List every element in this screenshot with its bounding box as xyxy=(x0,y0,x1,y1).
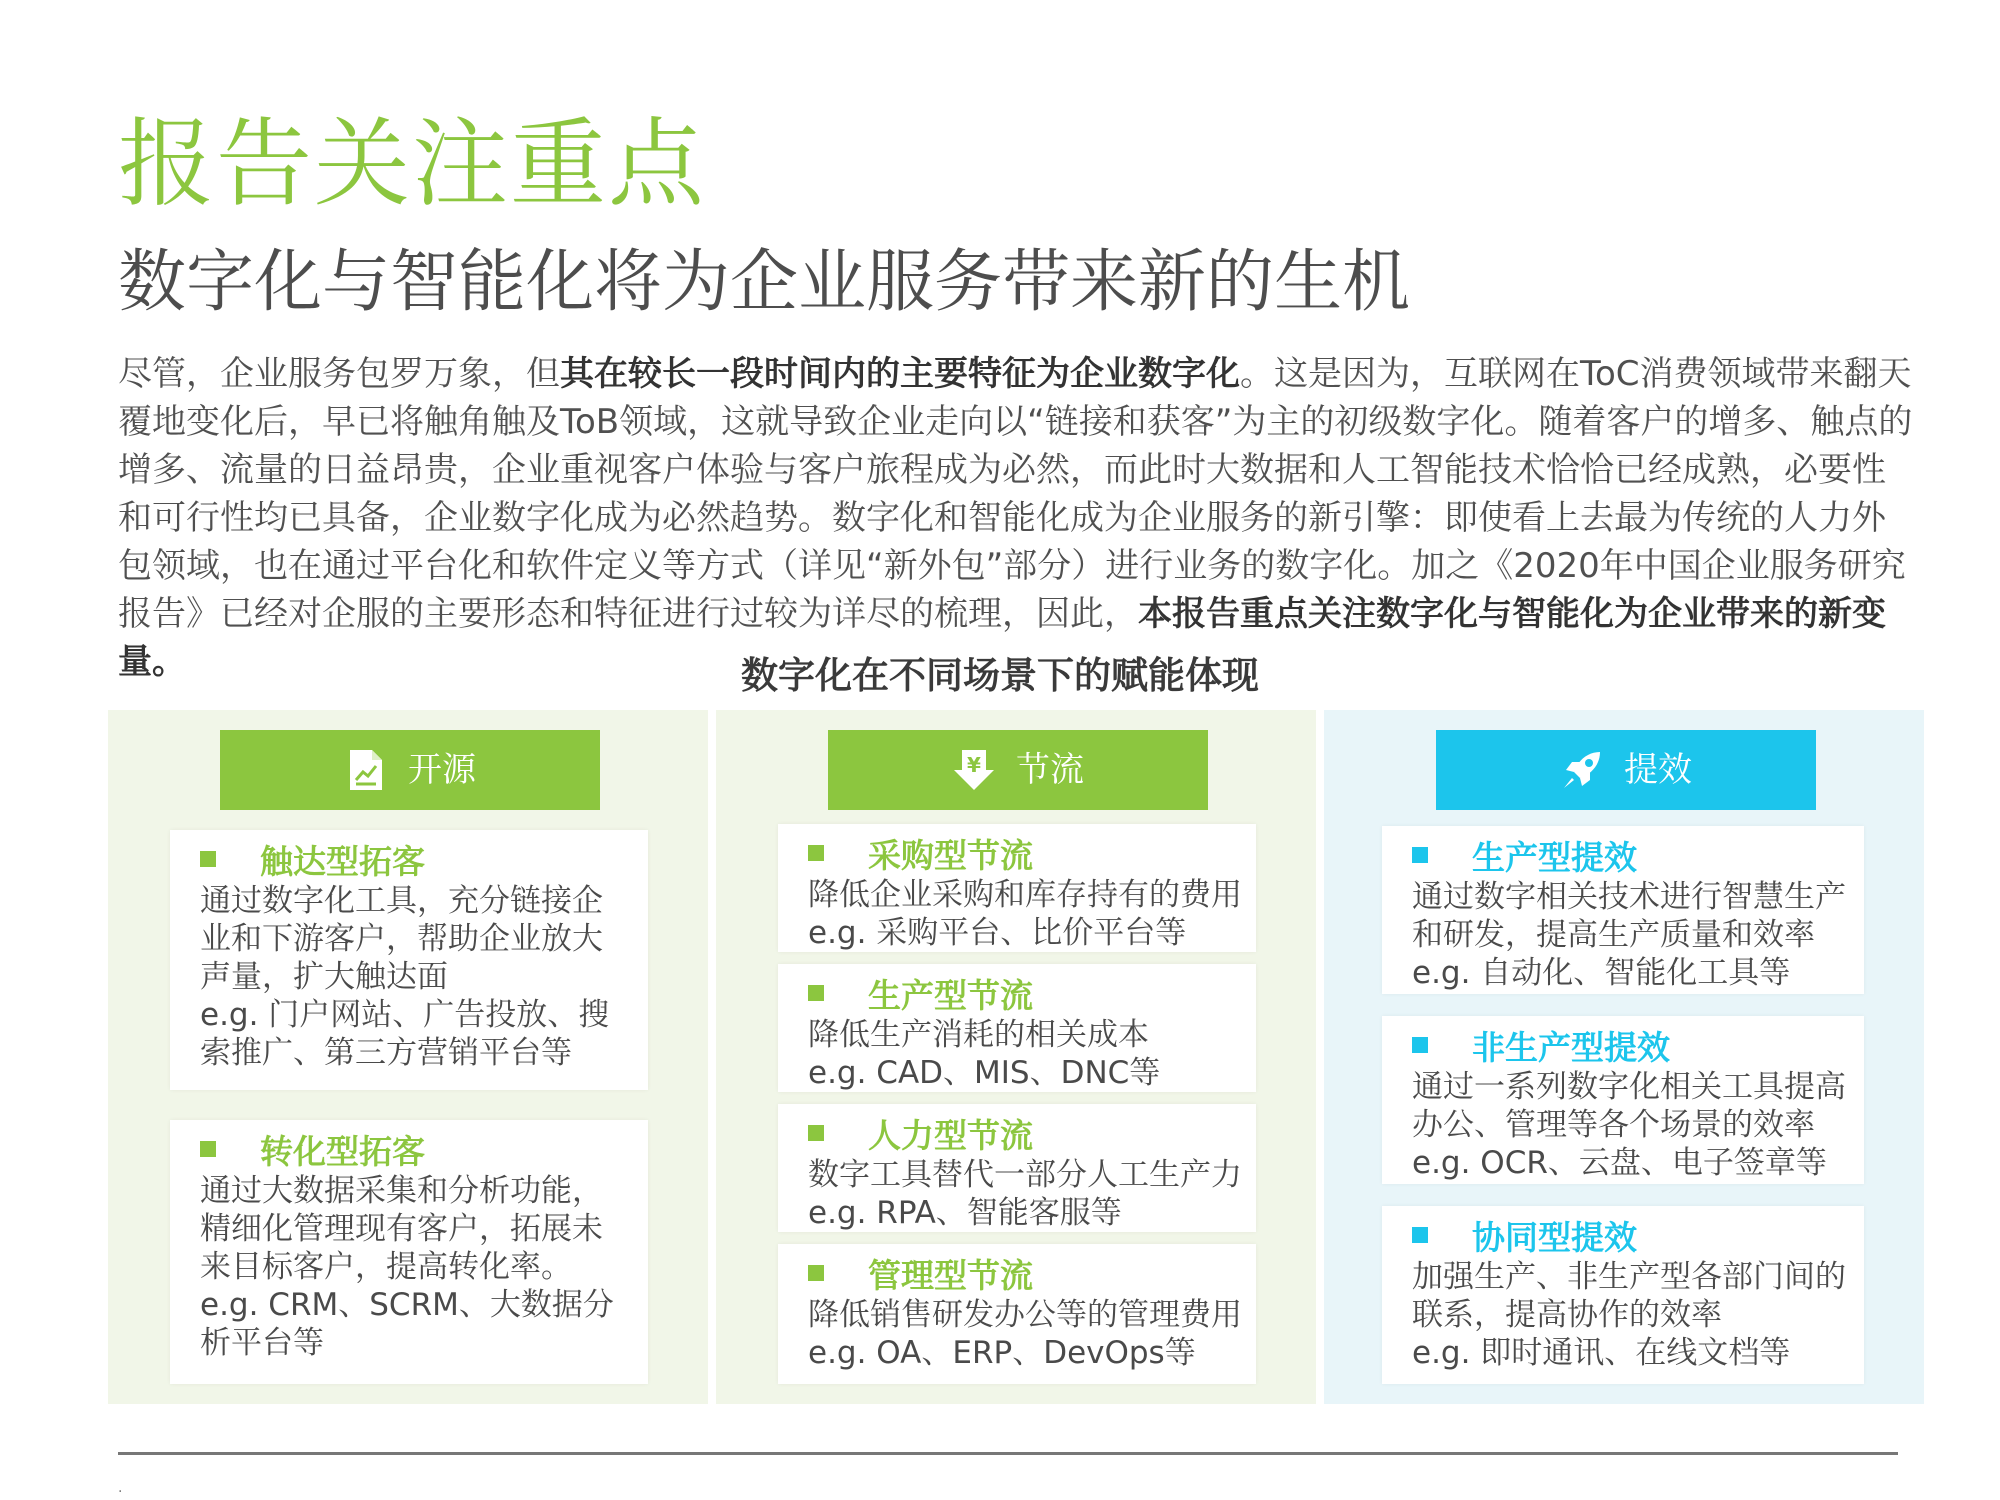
column-header-cost-saving xyxy=(828,730,1208,810)
card-desc-line: 声量，扩大触达面 xyxy=(200,959,448,995)
card-example-line: 析平台等 xyxy=(200,1325,324,1361)
bullet-square xyxy=(200,851,216,867)
card-title: 人力型节流 xyxy=(868,1115,1033,1155)
card-desc-line: 精细化管理现有客户，拓展未 xyxy=(200,1211,603,1247)
intro-paragraph xyxy=(118,350,1918,686)
card-desc-line: 降低销售研发办公等的管理费用 xyxy=(808,1297,1242,1333)
card-title: 协同型提效 xyxy=(1472,1217,1637,1257)
card-desc-line: 联系，提高协作的效率 xyxy=(1412,1297,1722,1333)
bullet-square xyxy=(1412,1037,1428,1053)
card-desc-line: 加强生产、非生产型各部门间的 xyxy=(1412,1259,1846,1295)
section-title: 数字化在不同场景下的赋能体现 xyxy=(741,654,1259,697)
bullet-square xyxy=(808,985,824,1001)
column-header-efficiency xyxy=(1436,730,1816,810)
card-example-line: 索推广、第三方营销平台等 xyxy=(200,1035,572,1071)
card-title: 采购型节流 xyxy=(868,835,1033,875)
card-labor-saving xyxy=(778,1104,1256,1232)
card-desc-line: 降低企业采购和库存持有的费用 xyxy=(808,877,1242,913)
card-collaboration-efficiency xyxy=(1382,1206,1864,1384)
bullet-square xyxy=(808,1265,824,1281)
page-subtitle: 数字化与智能化将为企业服务带来新的生机 xyxy=(118,243,1411,322)
bullet-square xyxy=(1412,847,1428,863)
card-desc-line: 通过数字化工具，充分链接企 xyxy=(200,883,603,919)
card-desc-line: 通过数字相关技术进行智慧生产 xyxy=(1412,879,1846,915)
document-growth-icon xyxy=(344,748,388,792)
column-efficiency xyxy=(1324,710,1924,1404)
rocket-icon xyxy=(1560,748,1604,792)
intro-text-2: 。这是因为，互联网在ToC消费领域带来翻天覆地变化后，早已将触角触及ToB领域，这就导致企业走向以“链接和获客”为主的初级数字化。随着客户的增多、触点的增多、流量的日益昂贵，企业重视客户体验与客户旅程成为必然，而此时大数据和人工智能技术恰恰已经成熟，必要性和可行性均已具备，企业数字化成为必然趋势。数字化和智能化成为企业服务的新引擎：即使看上去最为传统的人力外包领域，也在通过平台化和软件定义等方式（详见“新外包”部分）进行业务的数字化。加之《2020年中国企业服务研究报告》已经对企服的主要形态和特征进行过较为详尽的梳理，因此， xyxy=(118,354,1913,634)
card-reach-acquisition xyxy=(170,830,648,1090)
yen-down-arrow-icon xyxy=(952,748,996,792)
footer-divider xyxy=(118,1452,1898,1455)
card-example-line: e.g. OA、ERP、DevOps等 xyxy=(808,1335,1196,1371)
card-management-saving xyxy=(778,1244,1256,1384)
card-example-line: e.g. 采购平台、比价平台等 xyxy=(808,915,1187,951)
card-example-line: e.g. CAD、MIS、DNC等 xyxy=(808,1055,1161,1091)
page-title: 报告关注重点 xyxy=(118,108,706,220)
column-open-source xyxy=(108,710,708,1404)
card-title: 触达型拓客 xyxy=(260,841,425,881)
card-desc-line: 来目标客户，提高转化率。 xyxy=(200,1249,572,1285)
bullet-square xyxy=(200,1141,216,1157)
card-desc-line: 通过一系列数字化相关工具提高 xyxy=(1412,1069,1846,1105)
intro-bold-2: 本报告重点关注数字化与智能化为企业带来的新变量。 xyxy=(118,594,1886,682)
card-production-efficiency xyxy=(1382,826,1864,994)
bullet-square xyxy=(808,1125,824,1141)
svg-text:¥: ¥ xyxy=(967,753,981,777)
bullet-square xyxy=(1412,1227,1428,1243)
card-example-line: e.g. OCR、云盘、电子签章等 xyxy=(1412,1145,1827,1181)
card-example-line: e.g. 自动化、智能化工具等 xyxy=(1412,955,1791,991)
intro-bold-1: 其在较长一段时间内的主要特征为企业数字化 xyxy=(560,354,1240,394)
column-header-label: 节流 xyxy=(1016,750,1084,790)
column-cost-saving xyxy=(716,710,1316,1404)
card-desc-line: 业和下游客户，帮助企业放大 xyxy=(200,921,603,957)
card-conversion-acquisition xyxy=(170,1120,648,1384)
card-example-line: e.g. 门户网站、广告投放、搜 xyxy=(200,997,610,1033)
card-desc-line: 通过大数据采集和分析功能， xyxy=(200,1173,603,1209)
card-production-saving xyxy=(778,964,1256,1092)
footer-mark: . xyxy=(118,1480,123,1496)
card-procurement-saving xyxy=(778,824,1256,952)
card-example-line: e.g. 即时通讯、在线文档等 xyxy=(1412,1335,1791,1371)
card-title: 转化型拓客 xyxy=(260,1131,425,1171)
card-desc-line: 办公、管理等各个场景的效率 xyxy=(1412,1107,1815,1143)
card-title: 生产型提效 xyxy=(1472,837,1637,877)
bullet-square xyxy=(808,845,824,861)
card-example-line: e.g. RPA、智能客服等 xyxy=(808,1195,1122,1231)
card-title: 管理型节流 xyxy=(868,1255,1033,1295)
card-desc-line: 数字工具替代一部分人工生产力 xyxy=(808,1157,1242,1193)
card-desc-line: 和研发，提高生产质量和效率 xyxy=(1412,917,1815,953)
card-desc-line: 降低生产消耗的相关成本 xyxy=(808,1017,1149,1053)
column-header-label: 提效 xyxy=(1624,750,1692,790)
card-nonproduction-efficiency xyxy=(1382,1016,1864,1184)
card-example-line: e.g. CRM、SCRM、大数据分 xyxy=(200,1287,614,1323)
card-title: 非生产型提效 xyxy=(1472,1027,1670,1067)
card-title: 生产型节流 xyxy=(868,975,1033,1015)
intro-text-1: 尽管，企业服务包罗万象，但 xyxy=(118,354,560,394)
column-header-open-source xyxy=(220,730,600,810)
column-header-label: 开源 xyxy=(408,750,476,790)
